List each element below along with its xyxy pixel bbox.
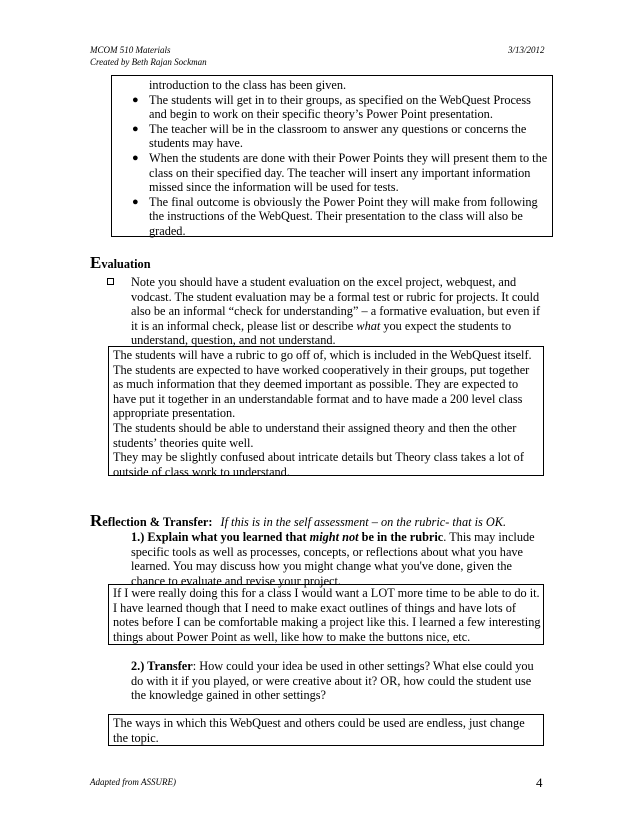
procedure-first-line: introduction to the class has been given. — [149, 78, 347, 92]
checkbox-bullet-icon — [107, 278, 114, 285]
reflection-heading: Reflection & Transfer: If this is in the self assessment – on the rubric- that is OK. — [90, 511, 507, 530]
procedure-box — [111, 75, 553, 237]
header-course: MCOM 510 Materials — [90, 45, 171, 55]
list-item: ● The students will get in to their groups, as specified on the WebQuest Process and begin to work on their specific theory’s Power Point presentation. — [132, 92, 531, 122]
evaluation-note: Note you should have a student evaluation on the excel project, webquest, and vodcast. The student evaluation may be a formal test or rubric for projects. It could also be an informal “check for understanding” – a formative evaluation, but even if it is an informal check, please list or describe what you expect the students to understand, question, and not understand. — [131, 275, 547, 348]
evaluation-response-box — [108, 346, 544, 479]
reflection-response-text: If I were really doing this for a class I would want a LOT more time to be able to do it. I have learned though that I need to make exact outlines of things and have lots of notes before I can be comfortable making a project like this. I learned a few interesting things about Power Point as well, like how to make the buttons nice, etc. — [113, 586, 541, 644]
bullet-icon: ● — [132, 195, 139, 208]
bullet-icon: ● — [132, 151, 139, 164]
evaluation-heading: Evaluation — [90, 253, 151, 272]
transfer-response-box — [108, 714, 544, 746]
list-item: ● The final outcome is obviously the Power Point they will make from following the instructions of the WebQuest. Their presentation to the class will also be graded. — [132, 194, 538, 238]
list-item: ● The teacher will be in the classroom to answer any questions or concerns the students may have. — [132, 121, 527, 151]
bullet-icon: ● — [132, 93, 139, 106]
page-number: 4 — [536, 775, 543, 790]
reflection-heading-note: If this is in the self assessment – on the rubric- that is OK. — [220, 515, 507, 529]
header-date: 3/13/2012 — [508, 45, 545, 55]
header-author: Created by Beth Rajan Sockman — [90, 57, 207, 67]
question-1: 1.) Explain what you learned that might not be in the rubric. This may include specific tools as well as processes, concepts, or reflections about what you have learned. You may discuss how you might change what you've done, given the chance to evaluate and revise your project. — [131, 530, 535, 588]
list-item: ● When the students are done with their Power Points they will present them to the class on their specified day. The teacher will insert any important information missed since the information will be used for tests. — [132, 150, 548, 195]
bullet-icon: ● — [132, 122, 139, 135]
reflection-response-box — [108, 584, 544, 645]
footer-adapted: Adapted from ASSURE) — [90, 777, 176, 787]
transfer-response-text: The ways in which this WebQuest and others could be used are endless, just change the topic. — [113, 716, 525, 745]
procedure-bullet-list — [132, 92, 549, 239]
question-2: 2.) Transfer: How could your idea be used in other settings? What else could you do with it if you played, or were creative about it? OR, how could the student use the knowledge gained in other settings? — [131, 659, 534, 703]
evaluation-response-text: The students will have a rubric to go off of, which is included in the WebQuest itself. The students are expected to have worked cooperatively in their groups, put together as much information that they deemed important as possible. They are expected to have put it together in an understandable format and to have made a 200 level class appropriate presentation. The students should be able to understand their assigned theory and then the other students’ theories quite well. They may be slightly confused about intricate details but Theory class takes a lot of outside of class work to understand. — [113, 348, 532, 479]
